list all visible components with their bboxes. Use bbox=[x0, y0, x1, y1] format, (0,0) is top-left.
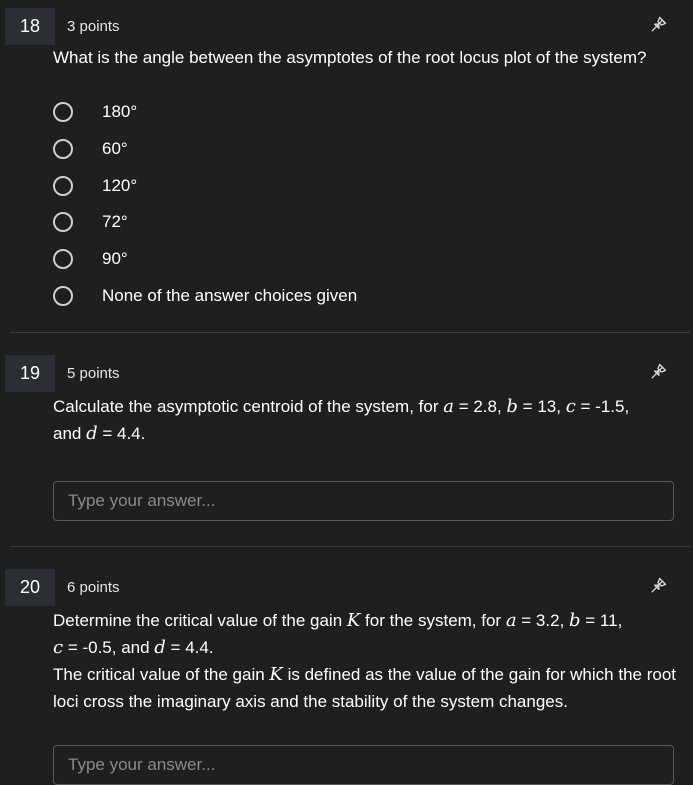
question-19-text: Calculate the asymptotic centroid of the system, for a = 2.8, b = 13, c = -1.5, and d = 4.4. bbox=[53, 396, 630, 444]
radio-icon[interactable] bbox=[53, 139, 73, 159]
choice-label: 90° bbox=[102, 249, 128, 268]
radio-icon[interactable] bbox=[53, 286, 73, 306]
pin-icon[interactable] bbox=[648, 362, 668, 382]
choice-label: None of the answer choices given bbox=[102, 286, 358, 305]
choice-180[interactable] bbox=[53, 99, 138, 125]
question-20-number: 20 bbox=[5, 569, 55, 606]
choice-60[interactable] bbox=[53, 136, 128, 162]
question-19-number: 19 bbox=[5, 355, 55, 392]
question-19-points: 5 points bbox=[67, 365, 120, 382]
choice-72[interactable] bbox=[53, 209, 128, 235]
choice-label: 72° bbox=[102, 212, 128, 231]
choice-none[interactable] bbox=[53, 283, 358, 309]
question-20-points: 6 points bbox=[67, 579, 120, 596]
radio-icon[interactable] bbox=[53, 249, 73, 269]
radio-icon[interactable] bbox=[53, 102, 73, 122]
choice-label: 60° bbox=[102, 139, 128, 158]
divider bbox=[10, 546, 690, 547]
choice-label: 120° bbox=[102, 176, 138, 195]
choice-90[interactable] bbox=[53, 246, 128, 272]
pin-icon[interactable] bbox=[648, 15, 668, 35]
question-18-number: 18 bbox=[5, 8, 55, 45]
divider bbox=[10, 332, 690, 333]
choice-120[interactable] bbox=[53, 173, 138, 199]
choice-label: 180° bbox=[102, 102, 138, 121]
question-18-points: 3 points bbox=[67, 18, 120, 35]
question-20-answer-input[interactable] bbox=[53, 745, 674, 785]
question-19-answer-input[interactable] bbox=[53, 481, 674, 521]
question-20-text: Determine the critical value of the gain K for the system, for a = 3.2, b = 11, c = -0.5, and d = 4.4. The critical value of the gain K is defined as the value of the gain for which the root loci cross the imaginary axis and the stability of the system changes. bbox=[53, 610, 676, 711]
radio-icon[interactable] bbox=[53, 212, 73, 232]
question-18-text: What is the angle between the asymptotes of the root locus plot of the system? bbox=[53, 48, 647, 67]
pin-icon[interactable] bbox=[648, 576, 668, 596]
radio-icon[interactable] bbox=[53, 176, 73, 196]
